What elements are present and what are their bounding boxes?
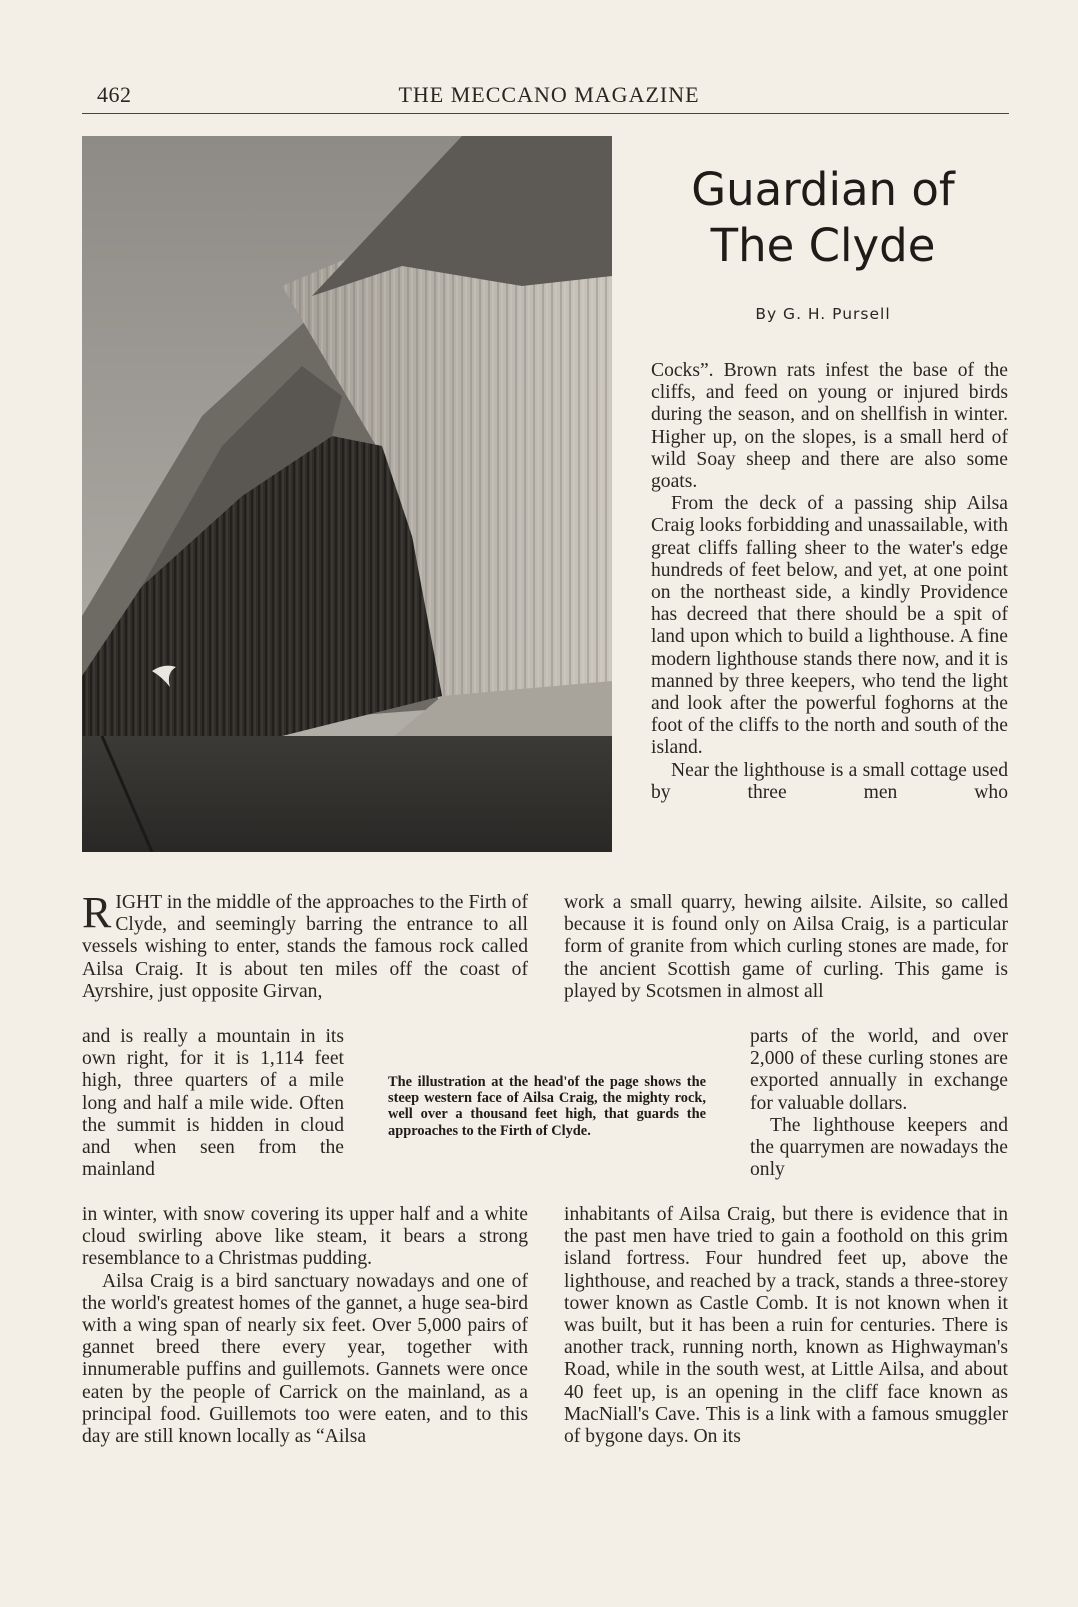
paragraph: in winter, with snow covering its upper half and a white cloud swirling above like steam, it bears a strong resemblance to a Christmas pudding. xyxy=(82,1204,528,1270)
right-column-lower-b xyxy=(564,1204,1008,1448)
title-line-1: Guardian of xyxy=(691,163,955,216)
left-column-narrow xyxy=(82,1026,344,1181)
header-rule xyxy=(82,113,1009,114)
right-column-lower-a xyxy=(564,892,1008,1003)
title-line-2: The Clyde xyxy=(710,219,936,272)
photo-caption: The illustration at the head'of the page shows the steep western face of Ailsa Craig, the mighty rock, well over a thousand feet high, that guards the approaches to the Firth of Clyde. xyxy=(388,1074,706,1139)
paragraph: Cocks”. Brown rats infest the base of the cliffs, and feed on young or injured birds during the season, and on shellfish in winter. Higher up, on the slopes, is a small herd of wild Soay sheep and there are also some goats. xyxy=(651,360,1008,493)
intro-text: IGHT in the middle of the approaches to the Firth of Clyde, and seemingly barring the entrance to all vessels wishing to enter, stands the famous rock called Ailsa Craig. It is about ten miles off the coast of Ayrshire, just opposite Girvan, xyxy=(82,892,528,1002)
left-column-top xyxy=(82,888,528,1003)
paragraph: parts of the world, and over 2,000 of these curling stones are exported annually in exchange for valuable dollars. xyxy=(750,1026,1008,1114)
paragraph xyxy=(82,888,528,1003)
left-column-bottom xyxy=(82,1204,528,1448)
paragraph: The lighthouse keepers and the quarrymen are nowadays the only xyxy=(750,1114,1008,1181)
right-column-upper xyxy=(651,360,1008,804)
paragraph: Near the lighthouse is a small cottage used by three men who xyxy=(651,759,1008,803)
article-title xyxy=(638,162,1008,274)
running-head: THE MECCANO MAGAZINE xyxy=(398,82,700,107)
cliff-photograph xyxy=(82,136,612,852)
paragraph: From the deck of a passing ship Ailsa Craig looks forbidding and unassailable, with great cliffs falling sheer to the water's edge hundreds of feet below, and yet, at one point on the northeast side, a kindly Providence has decreed that there should be a spit of land upon which to build a lighthouse. A fine modern lighthouse stands there now, and it is manned by three keepers, who tend the light and look after the powerful foghorns at the foot of the cliffs to the north and south of the island. xyxy=(651,493,1008,759)
paragraph: work a small quarry, hewing ailsite. Ailsite, so called because it is found only on Ailsa Craig, is a particular form of granite from which curling stones are made, for the ancient Scottish game of curling. This game is played by Scotsmen in almost all xyxy=(564,892,1008,1002)
right-column-narrow xyxy=(750,1026,1008,1181)
drop-cap: R xyxy=(82,888,112,937)
byline: By G. H. Pursell xyxy=(755,305,891,323)
paragraph: and is really a mountain in its own right, for it is 1,114 feet high, three quarters of a mile long and half a mile wide. Often the summit is hidden in cloud and when seen from the mainland xyxy=(82,1026,344,1181)
page-number: 462 xyxy=(97,82,132,107)
paragraph: inhabitants of Ailsa Craig, but there is evidence that in the past men have tried to gain a foothold on this grim island fortress. Four hundred feet up, above the lighthouse, and reached by a track, stands a three-storey tower known as Castle Comb. It is not known when it was built, but it has been a ruin for centuries. There is another track, running north, known as Highwayman's Road, while in the south west, at Little Ailsa, and about 40 feet up, is an opening in the cliff face known as MacNiall's Cave. This is a link with a famous smuggler of bygone days. On its xyxy=(564,1204,1008,1448)
paragraph: Ailsa Craig is a bird sanctuary nowadays and one of the world's greatest homes of the gannet, a huge sea-bird with a wing span of nearly six feet. Over 5,000 pairs of gannet breed there every year, together with innumerable puffins and guillemots. Gannets were once eaten by the people of Carrick on the mainland, as a principal food. Guillemots too were eaten, and to this day are still known locally as “Ailsa xyxy=(82,1270,528,1448)
